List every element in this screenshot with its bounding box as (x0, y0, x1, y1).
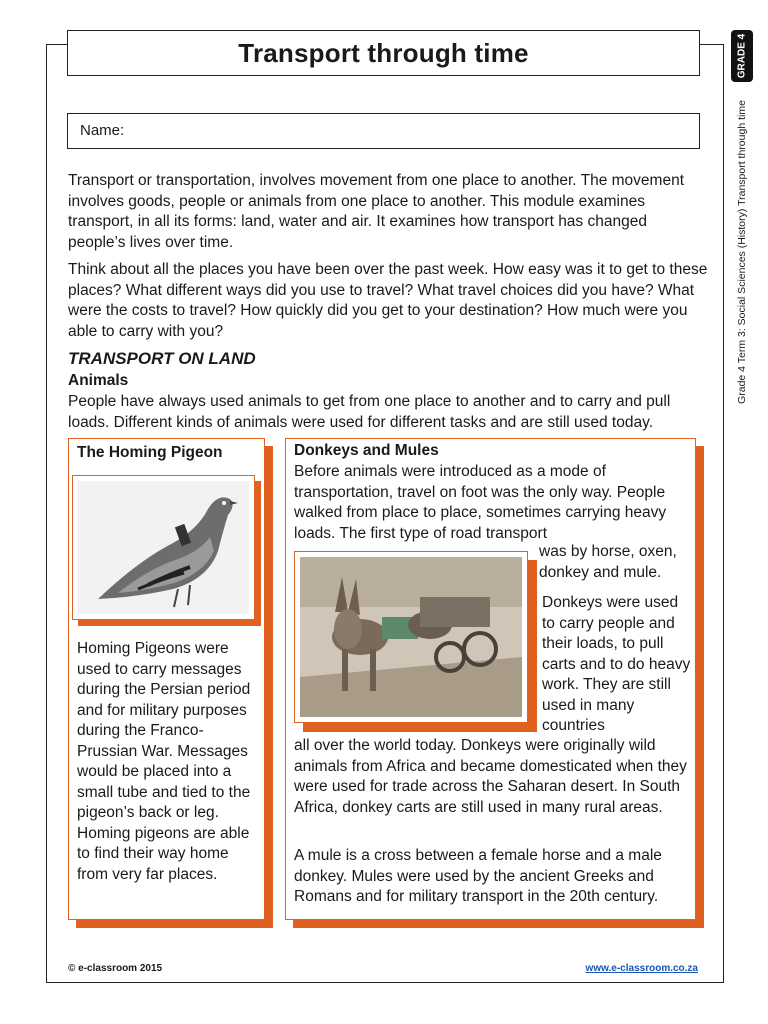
side-caption: Grade 4 Term 3: Social Sciences (History) Transport through time (736, 100, 748, 404)
donkey-card-text-top: Before animals were introduced as a mode of transportation, travel on foot was the only way. People walked from place to place, sometimes carrying heavy loads. The first type of road transport (294, 463, 667, 542)
animals-paragraph: People have always used animals to get from one place to another and to carry and pull loads. Different kinds of animals were used for different tasks and are still used today. (68, 393, 671, 431)
grade-tab (731, 30, 753, 82)
pigeon-card-text: Homing Pigeons were used to carry messages during the Persian period and for military purposes during the Franco-Prussian War. Messages would be placed into a small tube and tied to the pigeon’s back or leg. Homing pigeons are able to find their way home from very far places. (77, 640, 251, 883)
pigeon-card-heading: The Homing Pigeon (77, 444, 223, 461)
footer-copyright: © e-classroom 2015 (68, 963, 163, 974)
intro-paragraph-2: Think about all the places you have been over the past week. How easy was it to get to these places? What different ways did you use to travel? What travel choices did you have? What were the costs to travel? How quickly did you get to your destination? How much were you able to carry with you? (68, 261, 708, 340)
donkey-card-heading: Donkeys and Mules (294, 442, 439, 459)
donkey-photo (294, 551, 528, 723)
section-heading: TRANSPORT ON LAND (68, 349, 256, 368)
page-title: Transport through time (67, 30, 700, 76)
donkey-cart-illustration (300, 557, 522, 717)
donkey-card-text-wrap-2: Donkeys were used to carry people and their loads, to pull carts and to do heavy work. They are still used in many countries (542, 594, 691, 734)
pigeon-illustration (78, 481, 249, 614)
name-field[interactable] (67, 113, 700, 149)
footer-website-link[interactable]: www.e-classroom.co.za (585, 963, 698, 974)
pigeon-photo (72, 475, 255, 620)
name-label: Name: (80, 122, 125, 139)
donkey-card-text-bottom: all over the world today. Donkeys were originally wild animals from Africa and became domesticated when they were used for trade across the Saharan desert. In South Africa, donkey carts are still used in many rural areas. (294, 737, 687, 816)
subsection-heading: Animals (68, 372, 129, 389)
intro-paragraph-1: Transport or transportation, involves movement from one place to another. The movement involves goods, people or animals from one place to another. This module examines transport, in all its forms: land, water and air. It examines how transport has changed people’s lives over time. (68, 172, 685, 251)
mule-paragraph: A mule is a cross between a female horse and a male donkey. Mules were used by the ancient Greeks and Romans and for military transport in the 20th century. (294, 847, 662, 905)
donkey-card-text-wrap-1: was by horse, oxen, donkey and mule. (539, 543, 677, 581)
grade-tab-label: GRADE 4 (736, 33, 748, 79)
